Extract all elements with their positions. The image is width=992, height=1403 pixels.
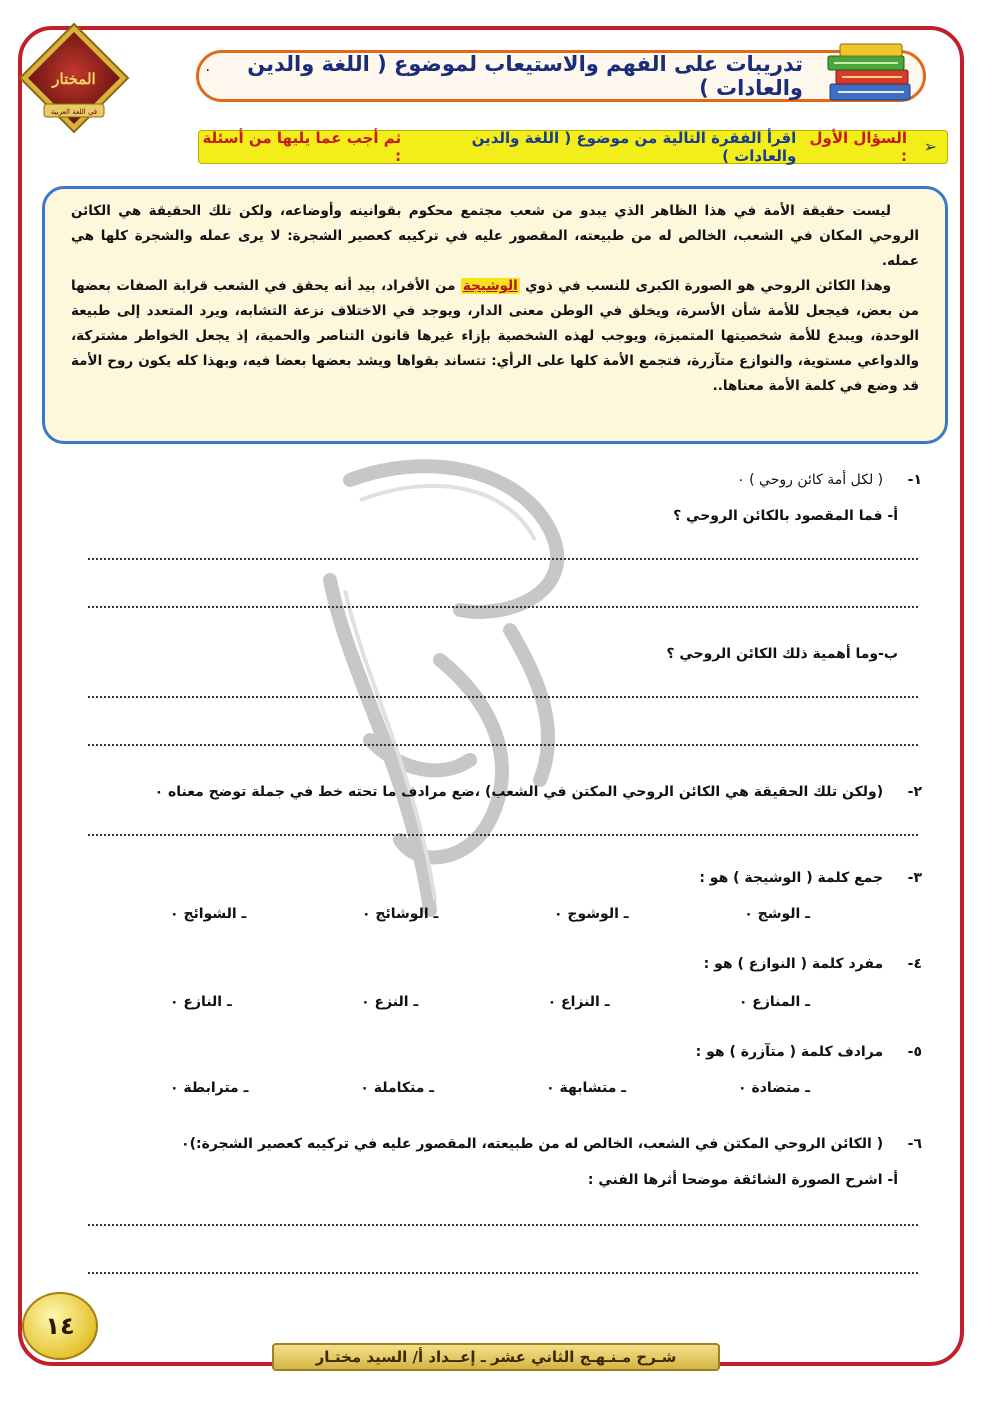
passage-p2-before: وهذا الكائن الروحي هو الصورة الكبرى للنسب في ذوي (525, 278, 892, 294)
option[interactable]: ـ النزع ٠ (361, 994, 419, 1010)
q1-part-b: ب-وما أهمية ذلك الكائن الروحي ؟ (666, 646, 898, 662)
question-tail: ثم أجب عما يليها من أسئلة : (202, 129, 402, 165)
q3-stem (699, 870, 922, 886)
q3-number: ٣- (907, 870, 922, 886)
answer-line[interactable] (88, 1272, 918, 1274)
question-label: السؤال الأول : (809, 129, 907, 165)
passage-paragraph-2 (71, 274, 919, 399)
passage-paragraph-1: ليست حقيقة الأمة في هذا الظاهر الذي يبدو من شعب مجتمع محكوم بقوانينه وأوضاعه، ولكن تلك الحقيقة هي الكائن الروحي المكان في الشعب، الخالص له من طبيعته، المقصور عليه في تركيبه كعصير الشجرة: لا يرى عمله والشجرة كلها هي عمله. (71, 203, 919, 269)
answer-line[interactable] (88, 834, 918, 836)
q6-number: ٦- (907, 1136, 922, 1152)
q4-stem (704, 956, 922, 972)
q2-number: ٢- (907, 784, 922, 800)
q6-part-a: أ- اشرح الصورة الشائقة موضحا أثرها الفني : (587, 1172, 898, 1188)
answer-line[interactable] (88, 696, 918, 698)
option[interactable]: ـ الوشائج ٠ (362, 906, 439, 922)
q6-text: ( الكائن الروحي المكتن في الشعب، الخالص له من طبيعته، المقصور عليه في تركيبه كعصير الشجرة:)٠ (181, 1136, 884, 1152)
option[interactable]: ـ النزاع ٠ (547, 994, 610, 1010)
option[interactable]: ـ متضادة ٠ (738, 1080, 810, 1096)
highlighted-word: الوشيجة (462, 278, 518, 294)
title-dot: ٠ (204, 62, 212, 78)
option[interactable]: ـ النازع ٠ (170, 994, 232, 1010)
q5-number: ٥- (907, 1044, 922, 1060)
q4-text: مفرد كلمة ( النوازع ) هو : (703, 956, 884, 972)
option[interactable]: ـ متكاملة ٠ (360, 1080, 435, 1096)
passage-box (42, 186, 948, 444)
q1-part-a: أ- فما المقصود بالكائن الروحي ؟ (673, 508, 898, 524)
page-number: ١٤ (22, 1292, 98, 1360)
q5-text: مرادف كلمة ( متآزرة ) هو : (695, 1044, 884, 1060)
answer-line[interactable] (88, 1224, 918, 1226)
q5-stem (696, 1044, 922, 1060)
footer-banner: شـرح مـنـهـج الثاني عشر ـ إعــداد أ/ السيد مختـار (272, 1343, 720, 1371)
answer-line[interactable] (88, 744, 918, 746)
question-header (198, 130, 948, 164)
option[interactable]: ـ المنازع ٠ (738, 994, 810, 1010)
option[interactable]: ـ الوشوج ٠ (553, 906, 629, 922)
q3-text: جمع كلمة ( الوشيجة ) هو : (699, 870, 884, 886)
watermark-calligraphy (290, 440, 610, 920)
answer-line[interactable] (88, 606, 918, 608)
q1-text: ( لكل أمة كائن روحي ) ٠ (737, 472, 884, 488)
option[interactable]: ـ متشابهة ٠ (546, 1080, 627, 1096)
answer-line[interactable] (88, 558, 918, 560)
q2-stem (155, 784, 922, 800)
q5-options (170, 1080, 810, 1096)
logo-subtitle: في اللغة العربية (50, 108, 98, 116)
logo-name: المختار (52, 70, 96, 88)
logo-badge (18, 22, 130, 134)
option[interactable]: ـ الشوائج ٠ (170, 906, 247, 922)
option[interactable]: ـ الوشج ٠ (744, 906, 810, 922)
title-bar (196, 50, 926, 102)
page-title: تدريبات على الفهم والاستيعاب لموضوع ( اللغة والدين والعادات ) (247, 52, 803, 100)
q4-number: ٤- (907, 956, 922, 972)
option[interactable]: ـ مترابطة ٠ (170, 1080, 249, 1096)
q1-stem (737, 472, 922, 488)
q4-options (170, 994, 810, 1010)
q1-number: ١- (907, 472, 922, 488)
q2-text: (ولكن تلك الحقيقة هي الكائن الروحي المكتن في الشعب) ،ضع مرادف ما تحته خط في جملة توضح معناه ٠ (154, 784, 884, 800)
arrow-icon: ➢ (923, 137, 937, 156)
q3-options (170, 906, 810, 922)
books-icon (824, 38, 920, 106)
question-text: اقرأ الفقرة التالية من موضوع ( اللغة والدين والعادات ) (471, 129, 797, 165)
q6-stem (181, 1136, 922, 1152)
passage-p2-after: من الأفراد، بيد أنه يحقق في الشعب قرابة الصفات بعضها من بعض، فيجعل للأمة شأن الأسرة، ويخلق في الوطن معنى الدار، ويوجد في الاختلاف نزعة التشابه، ويرد المتعدد إلى طبيعة الوحدة، ويبدع للأمة شخصيتها المتميزة، ويوجب لهذه الشخصية بإزاء غيرها قانون التناصر والحمية، إذ يجعل الخواطر مشتركة، والدواعي مستوية، والنوازع متآزرة، فتجمع الأمة كلها على الرأي: تتساند بقواها ويشد بعضها بعضا فيه، وبهذا كله يكون روح الأمة قد وضع في كلمة الأمة معناها.. (71, 278, 919, 394)
